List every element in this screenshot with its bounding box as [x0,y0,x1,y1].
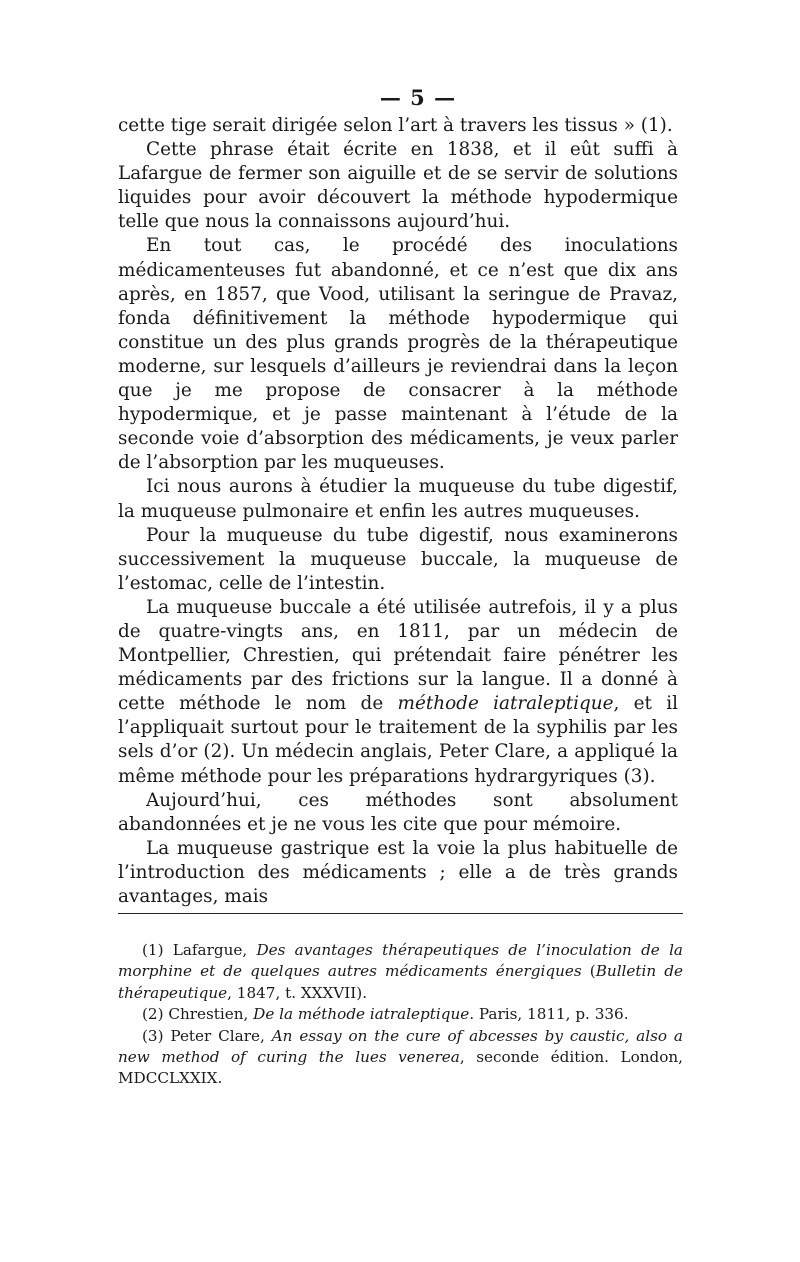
page-number: — 5 — [379,85,457,110]
text-run: . Paris, 1811, p. 336. [469,1005,629,1024]
footnotes [118,940,683,1090]
text-run: , seconde édition. London, MDCCLXXIX. [118,1048,683,1088]
text-run: (3) Peter Clare, [142,1026,272,1045]
text-run: Cette phrase était écrite en 1838, et il eût suffi à Lafargue de fermer son aiguille et de se servir de solutions liquides pour avoir découvert la méthode hypodermique telle que nous la connaissons aujourd’hui. [118,139,678,233]
body-text [118,114,678,909]
text-run: Aujourd’hui, ces méthodes sont absolument abandonnées et je ne vous les cite que pour mémoire. [118,789,678,835]
text-run: cette tige serait dirigée selon l’art à travers les tissus » (1). [118,115,673,136]
paragraph [118,475,678,523]
italic-text: De la méthode iatraleptique [253,1005,470,1024]
paragraph [118,114,678,138]
footnote [118,940,683,1004]
paragraph [118,596,678,789]
italic-text: méthode iatraleptique [397,693,614,715]
paragraph [118,138,678,234]
paragraph [118,234,678,475]
paragraph [118,524,678,596]
document-page [118,82,678,909]
paragraph [118,789,678,837]
footnote [118,1004,683,1025]
paragraph [118,837,678,909]
text-run: La muqueuse gastrique est la voie la plus habituelle de l’introduction des médicaments ; elle a de très grands avantages, mais [118,837,678,907]
text-run: Ici nous aurons à étudier la muqueuse du tube digestif, la muqueuse pulmonaire et enfin les autres muqueuses. [118,476,678,522]
text-run: , et il l’appliquait surtout pour le traitement de la syphilis par les sels d’or (2). Un médecin anglais, Peter Clare, a appliqué la même méthode pour les préparations hydrargyriques (3). [118,693,679,787]
text-run: (1) Lafargue, [142,941,257,959]
text-run: (2) Chrestien, [142,1005,254,1024]
footnote-divider [118,913,683,914]
footnote [118,1026,683,1090]
italic-text: Des avantages thérapeutiques de l’inoculation de la morphine et de quelques autres médicaments énergiques [118,941,683,981]
text-run: , 1847, t. XXXVII). [227,983,368,1002]
italic-text: An essay on the cure of abcesses by caustic, also a new method of curing the lues venerea [118,1026,683,1067]
text-run: ( [581,962,596,981]
text-run: En tout cas, le procédé des inoculations médicamenteuses fut abandonné, et ce n’est que dix ans après, en 1857, que Vood, utilisant la seringue de Pravaz, fonda définitivement la méthode hypodermique qui constitue un des plus grands progrès de la thérapeutique moderne, sur lesquels d’ailleurs je reviendrai dans la leçon que je me propose de consacrer à la méthode hypodermique, et je passe maintenant à l’étude de la seconde voie d’absorption des médicaments, je veux parler de l’absorption par les muqueuses. [118,235,678,474]
text-run: La muqueuse buccale a été utilisée autrefois, il y a plus de quatre-vingts ans, en 1811, par un médecin de Montpellier, Chrestien, qui prétendait faire pénétrer les médicaments par des frictions sur la langue. Il a donné à cette méthode le nom de [118,596,678,715]
text-run: Pour la muqueuse du tube digestif, nous examinerons successivement la muqueuse buccale, la muqueuse de l’estomac, celle de l’intestin. [118,524,678,594]
italic-text: Bulletin de thérapeutique [118,962,683,1002]
